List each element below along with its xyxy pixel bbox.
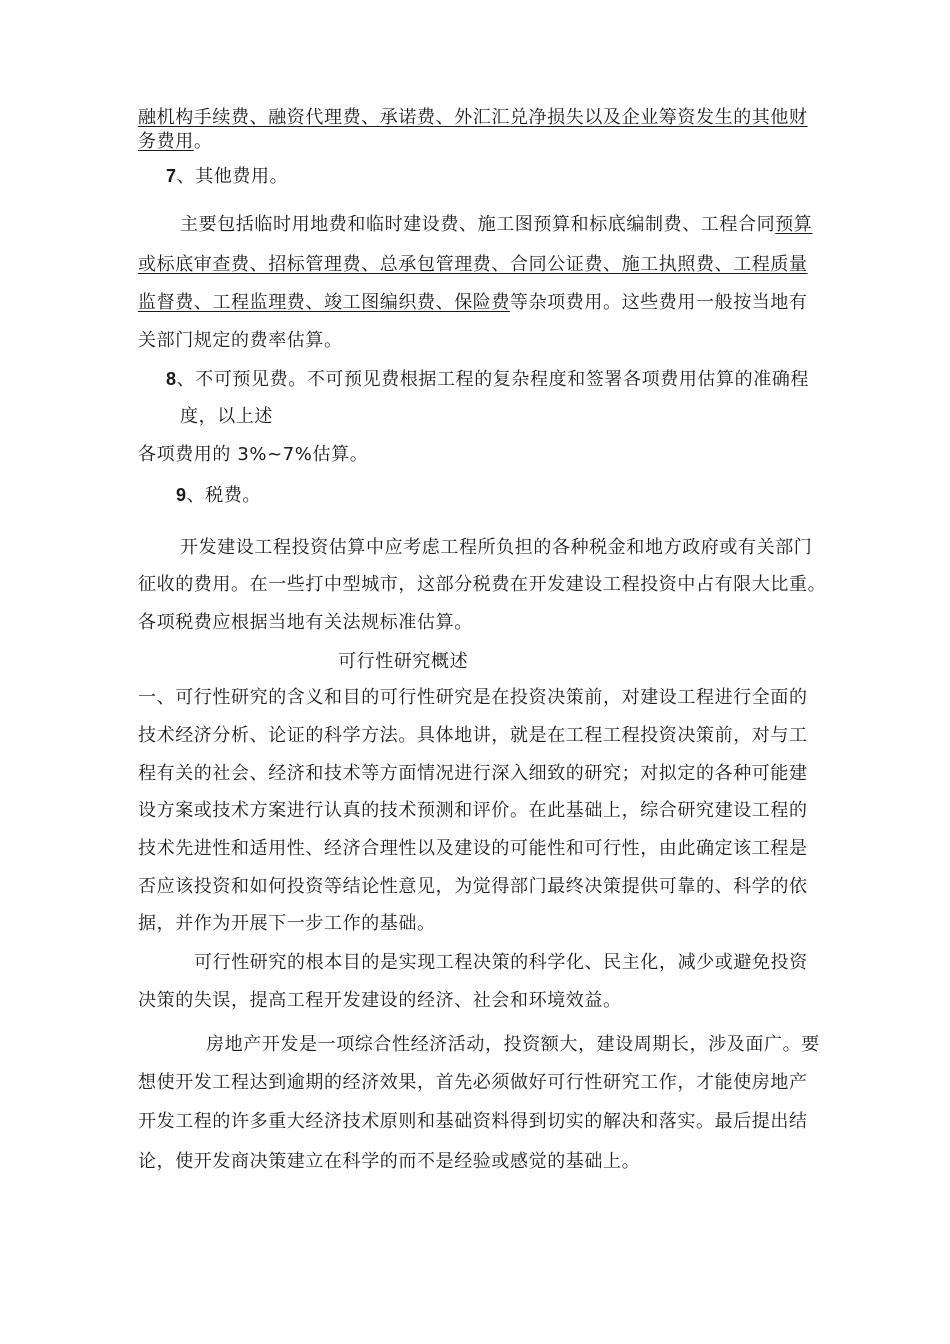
text-line: 论，使开发商决策建立在科学的而不是经验或感觉的基础上。 [138,1151,641,1172]
text-line: 或标底审查费、招标管理费、总承包管理费、合同公证费、施工执照费、工程质量 [138,254,808,275]
text-line: 开发建设工程投资估算中应考虑工程所负担的各种税金和地方政府或有关部门 [180,537,813,558]
text-line: 设方案或技术方案进行认真的技术预测和评价。在此基础上，综合研究建设工程的 [138,800,808,821]
text-line: 房地产开发是一项综合性经济活动，投资额大，建设周期长，涉及面广。要 [206,1034,820,1055]
text-line: 否应该投资和如何投资等结论性意见，为觉得部门最终决策提供可靠的、科学的依 [138,876,808,897]
text-line: 各项税费应根据当地有关法规标准估算。 [138,612,473,633]
text-line: 一、可行性研究的含义和目的可行性研究是在投资决策前，对建设工程进行全面的 [138,687,808,708]
text-line: 度，以上述 [180,406,273,427]
text-line: 监督费、工程监理费、竣工图编织费、保险费等杂项费用。这些费用一般按当地有 [138,292,808,313]
section-heading-8: 8、不可预见费。不可预见费根据工程的复杂程度和签署各项费用估算的准确程 [166,369,810,390]
section-heading-7: 7、其他费用。 [166,166,289,187]
text-line: 关部门规定的费率估算。 [138,330,343,351]
text-line: 融机构手续费、融资代理费、承诺费、外汇汇兑净损失以及企业筹资发生的其他财 [138,107,808,128]
text-line: 程有关的社会、经济和技术等方面情况进行深入细致的研究；对拟定的各种可能建 [138,763,808,784]
section-heading-9: 9、税费。 [176,485,262,506]
text-line: 决策的失误，提高工程开发建设的经济、社会和环境效益。 [138,990,622,1011]
text-line: 主要包括临时用地费和临时建设费、施工图预算和标底编制费、工程合同预算 [180,214,813,235]
text-line: 开发工程的许多重大经济技术原则和基础资料得到切实的解决和落实。最后提出结 [138,1111,808,1132]
text-line: 据，并作为开展下一步工作的基础。 [138,913,436,934]
text-line: 征收的费用。在一些打中型城市，这部分税费在开发建设工程投资中占有限大比重。 [138,574,827,595]
text-line: 可行性研究的根本目的是实现工程决策的科学化、民主化，减少或避免投资 [194,952,808,973]
text-line: 想使开发工程达到逾期的经济效果，首先必须做好可行性研究工作，才能使房地产 [138,1072,808,1093]
text-line: 各项费用的 3%~7%估算。 [138,444,369,465]
text-line: 技术经济分析、论证的科学方法。具体地讲，就是在工程工程投资决策前，对与工 [138,725,808,746]
text-line: 技术先进性和适用性、经济合理性以及建设的可能性和可行性，由此确定该工程是 [138,838,808,859]
text-line: 务费用。 [138,131,213,152]
section-title: 可行性研究概述 [338,651,469,672]
